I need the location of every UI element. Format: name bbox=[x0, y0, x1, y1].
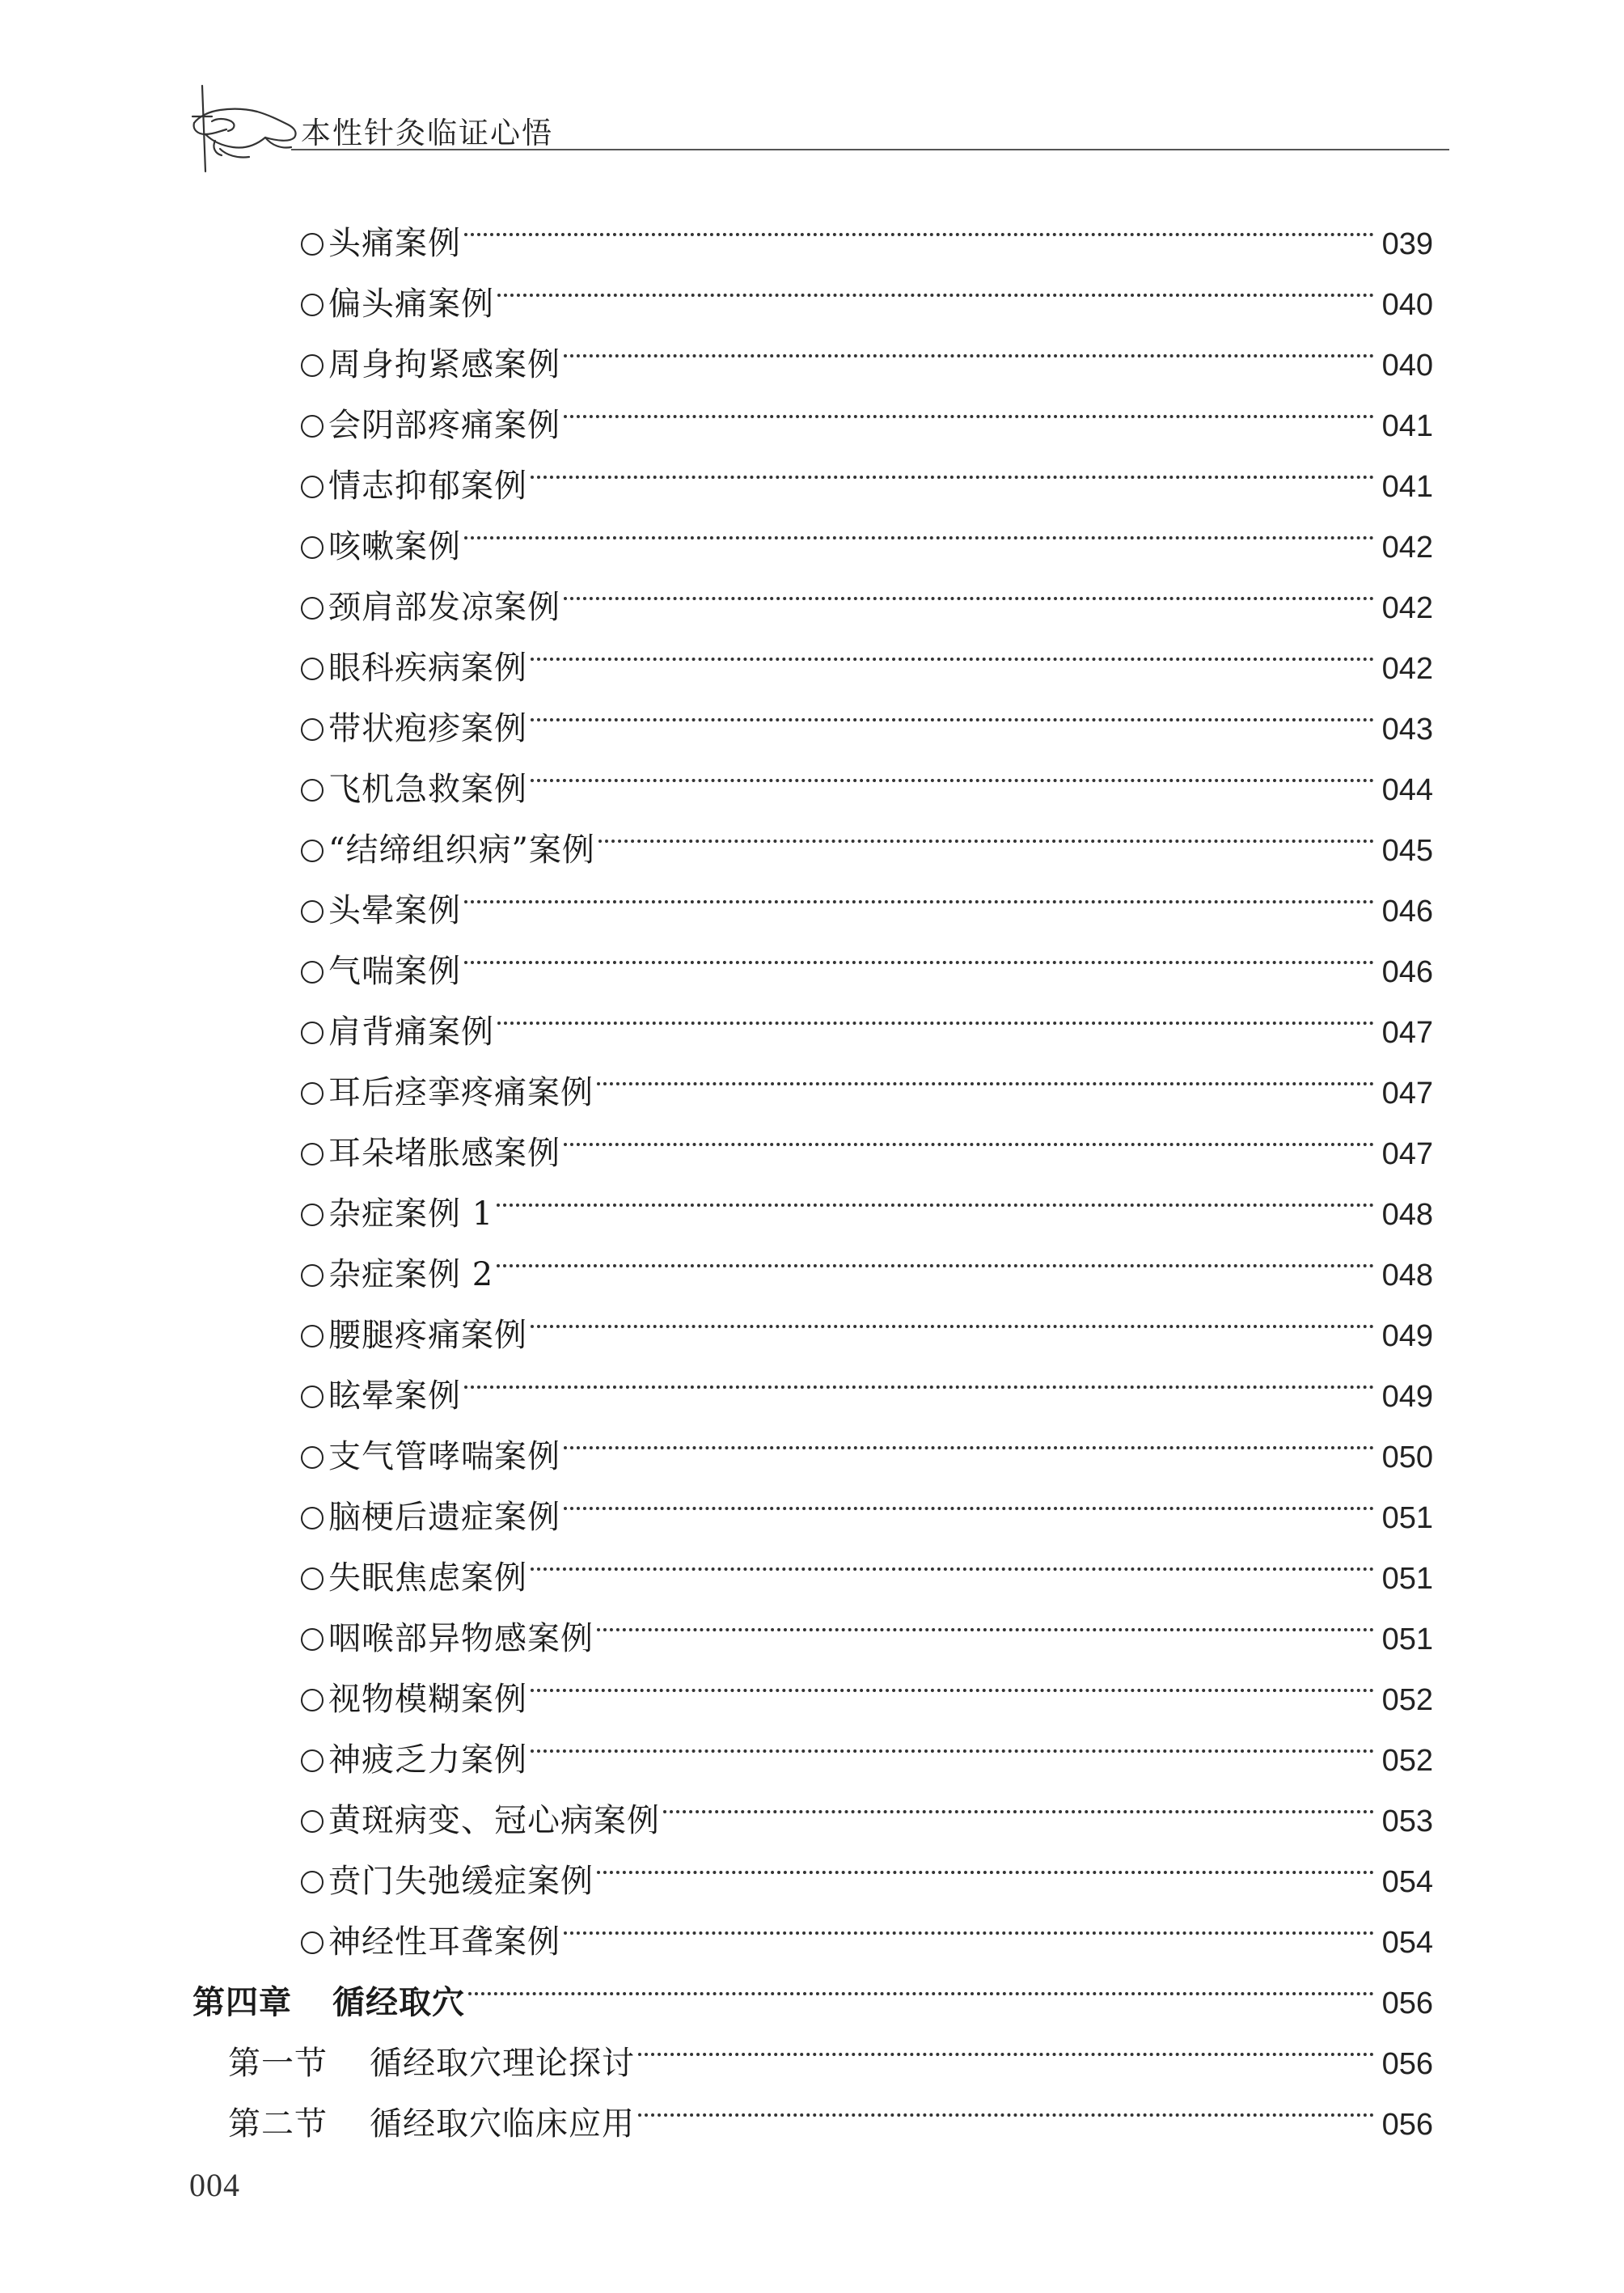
circle-bullet-icon bbox=[301, 233, 324, 256]
toc-entry-title: 会阴部疼痛案例 bbox=[328, 407, 560, 444]
section-label: 第二节 bbox=[228, 2105, 328, 2143]
circle-bullet-icon bbox=[301, 718, 324, 741]
toc-entry-title: 咳嗽案例 bbox=[328, 528, 461, 565]
toc-entry[interactable] bbox=[301, 1419, 1433, 1475]
toc-page-number: 040 bbox=[1381, 288, 1433, 322]
toc-entry-title: 脑梗后遗症案例 bbox=[328, 1499, 560, 1536]
toc-entry-title: 腰腿疼痛案例 bbox=[328, 1317, 527, 1354]
circle-bullet-icon bbox=[301, 476, 324, 498]
toc-page-number: 049 bbox=[1381, 1319, 1433, 1353]
toc-entry-title: 支气管哮喘案例 bbox=[328, 1438, 560, 1475]
toc-entry-title: 头晕案例 bbox=[328, 892, 461, 929]
dot-leader bbox=[531, 691, 1374, 739]
toc-page-number: 043 bbox=[1381, 713, 1433, 747]
dot-leader bbox=[468, 1965, 1374, 2013]
circle-bullet-icon bbox=[301, 1082, 324, 1105]
toc-entry-title: 情志抑郁案例 bbox=[328, 467, 527, 505]
circle-bullet-icon bbox=[301, 1871, 324, 1893]
toc-entry-title: 眼科疾病案例 bbox=[328, 649, 527, 687]
toc-entry-title: 颈肩部发凉案例 bbox=[328, 589, 560, 626]
dot-leader bbox=[464, 205, 1374, 254]
dot-leader bbox=[564, 1419, 1374, 1467]
dot-leader bbox=[497, 994, 1374, 1043]
dot-leader bbox=[531, 1297, 1374, 1346]
toc-entry[interactable] bbox=[301, 327, 1433, 383]
toc-section[interactable] bbox=[228, 2025, 1433, 2082]
circle-bullet-icon bbox=[301, 415, 324, 438]
circle-bullet-icon bbox=[301, 900, 324, 923]
toc-entry-title: 眩晕案例 bbox=[328, 1377, 461, 1415]
circle-bullet-icon bbox=[301, 1628, 324, 1651]
dot-leader bbox=[531, 1661, 1374, 1710]
toc-page-number: 051 bbox=[1381, 1562, 1433, 1596]
toc-chapter[interactable] bbox=[192, 1965, 1433, 2021]
toc-entry-title: 失眠焦虑案例 bbox=[328, 1559, 527, 1597]
toc-entry-title: 带状疱疹案例 bbox=[328, 710, 527, 747]
circle-bullet-icon bbox=[301, 961, 324, 984]
toc-entry[interactable] bbox=[301, 1783, 1433, 1839]
circle-bullet-icon bbox=[301, 1022, 324, 1044]
toc-entry[interactable] bbox=[301, 1661, 1433, 1718]
toc-page-number: 040 bbox=[1381, 349, 1433, 383]
dot-leader bbox=[638, 2025, 1374, 2074]
dot-leader bbox=[597, 1055, 1374, 1103]
toc-page-number: 050 bbox=[1381, 1441, 1433, 1474]
dot-leader bbox=[531, 751, 1374, 800]
dot-leader bbox=[531, 448, 1374, 497]
toc-entry-title: 杂症案例 1 bbox=[328, 1195, 494, 1233]
toc-entry-title: 气喘案例 bbox=[328, 953, 461, 990]
toc-page-number: 047 bbox=[1381, 1016, 1433, 1050]
book-title: 本性针灸临证心悟 bbox=[301, 116, 553, 150]
toc-entry-title: 耳后痉挛疼痛案例 bbox=[328, 1074, 594, 1111]
toc-entry[interactable] bbox=[301, 751, 1433, 808]
dot-leader bbox=[564, 327, 1374, 375]
toc-entry-title: 周身拘紧感案例 bbox=[328, 346, 560, 383]
toc-entry[interactable] bbox=[301, 1055, 1433, 1111]
dot-leader bbox=[464, 933, 1374, 982]
circle-bullet-icon bbox=[301, 597, 324, 620]
toc-entry-title: 视物模糊案例 bbox=[328, 1681, 527, 1718]
dot-leader bbox=[597, 1843, 1374, 1892]
toc-page-number: 048 bbox=[1381, 1198, 1433, 1232]
toc-page-number: 053 bbox=[1381, 1804, 1433, 1838]
toc-page-number: 048 bbox=[1381, 1259, 1433, 1292]
running-header bbox=[188, 78, 1449, 159]
toc-entry[interactable] bbox=[301, 509, 1433, 565]
toc-entry[interactable] bbox=[301, 569, 1433, 626]
toc-page-number: 056 bbox=[1381, 1986, 1433, 2020]
circle-bullet-icon bbox=[301, 1446, 324, 1469]
dot-leader bbox=[663, 1783, 1374, 1831]
toc-entry-title: 神疲乏力案例 bbox=[328, 1741, 527, 1779]
toc-entry-title: 黄斑病变、冠心病案例 bbox=[328, 1802, 660, 1839]
toc-entry[interactable] bbox=[301, 1904, 1433, 1961]
dot-leader bbox=[497, 266, 1374, 315]
toc-page-number: 054 bbox=[1381, 1865, 1433, 1899]
toc-page-number: 046 bbox=[1381, 895, 1433, 929]
dot-leader bbox=[531, 1722, 1374, 1771]
dot-leader bbox=[497, 1237, 1373, 1285]
chapter-label: 第四章 bbox=[192, 1983, 292, 2021]
circle-bullet-icon bbox=[301, 779, 324, 802]
toc-entry[interactable] bbox=[301, 387, 1433, 444]
toc-entry-title: 耳朵堵胀感案例 bbox=[328, 1135, 560, 1172]
toc-entry-title: 飞机急救案例 bbox=[328, 771, 527, 808]
toc-entry[interactable] bbox=[301, 1297, 1433, 1354]
toc-page-number: 047 bbox=[1381, 1137, 1433, 1171]
toc-section[interactable] bbox=[228, 2086, 1433, 2143]
toc-page-number: 042 bbox=[1381, 591, 1433, 625]
toc-page-number: 056 bbox=[1381, 2108, 1433, 2142]
toc-page-number: 042 bbox=[1381, 531, 1433, 565]
circle-bullet-icon bbox=[301, 840, 324, 862]
toc-entry-title: 咽喉部异物感案例 bbox=[328, 1620, 594, 1657]
circle-bullet-icon bbox=[301, 536, 324, 559]
dot-leader bbox=[638, 2086, 1374, 2134]
circle-bullet-icon bbox=[301, 658, 324, 680]
toc-page-number: 044 bbox=[1381, 773, 1433, 807]
circle-bullet-icon bbox=[301, 1143, 324, 1166]
dot-leader bbox=[464, 509, 1374, 557]
circle-bullet-icon bbox=[301, 1749, 324, 1772]
toc-page-number: 051 bbox=[1381, 1501, 1433, 1535]
dot-leader bbox=[564, 1479, 1374, 1528]
toc-entry[interactable] bbox=[301, 1176, 1433, 1233]
toc-entry-title: “结缔组织病”案例 bbox=[328, 831, 595, 869]
toc-entry-title: 贲门失弛缓症案例 bbox=[328, 1863, 594, 1900]
toc-entry[interactable] bbox=[301, 205, 1433, 262]
circle-bullet-icon bbox=[301, 1931, 324, 1954]
toc-entry[interactable] bbox=[301, 1843, 1433, 1900]
toc-entry-title: 偏头痛案例 bbox=[328, 286, 494, 323]
circle-bullet-icon bbox=[301, 1689, 324, 1711]
toc-entry-title: 肩背痛案例 bbox=[328, 1013, 494, 1051]
toc-entry[interactable] bbox=[301, 266, 1433, 323]
header-divider bbox=[291, 149, 1449, 150]
toc-entry[interactable] bbox=[301, 1722, 1433, 1779]
toc-entry-title: 循经取穴 bbox=[332, 1983, 465, 2021]
dot-leader bbox=[564, 1904, 1374, 1952]
dot-leader bbox=[531, 1540, 1374, 1589]
circle-bullet-icon bbox=[301, 1810, 324, 1833]
toc-entry-title: 杂症案例 2 bbox=[328, 1256, 494, 1293]
circle-bullet-icon bbox=[301, 1264, 324, 1287]
toc-entry-title: 循经取穴理论探讨 bbox=[370, 2045, 635, 2082]
toc-entry[interactable] bbox=[301, 448, 1433, 505]
toc-entry[interactable] bbox=[301, 1115, 1433, 1172]
dot-leader bbox=[497, 1176, 1373, 1225]
page-number: 004 bbox=[189, 2167, 240, 2203]
toc-entry[interactable] bbox=[301, 630, 1433, 687]
toc-entry[interactable] bbox=[301, 933, 1433, 990]
toc-page-number: 041 bbox=[1381, 409, 1433, 443]
toc-entry-title: 循经取穴临床应用 bbox=[370, 2105, 635, 2143]
dot-leader bbox=[598, 812, 1374, 861]
circle-bullet-icon bbox=[301, 354, 324, 377]
dot-leader bbox=[464, 1358, 1374, 1407]
circle-bullet-icon bbox=[301, 1386, 324, 1408]
toc-entry[interactable] bbox=[301, 691, 1433, 747]
toc-entry-title: 头痛案例 bbox=[328, 225, 461, 262]
dot-leader bbox=[464, 873, 1374, 921]
toc-entry[interactable] bbox=[301, 1358, 1433, 1415]
toc-page-number: 052 bbox=[1381, 1683, 1433, 1717]
dot-leader bbox=[564, 569, 1374, 618]
toc-page-number: 056 bbox=[1381, 2047, 1433, 2081]
acupuncture-hand-needle-icon bbox=[188, 84, 301, 173]
toc-page-number: 045 bbox=[1381, 834, 1433, 868]
dot-leader bbox=[531, 630, 1374, 679]
toc-page-number: 052 bbox=[1381, 1744, 1433, 1778]
circle-bullet-icon bbox=[301, 294, 324, 316]
toc-entry[interactable] bbox=[301, 812, 1433, 869]
toc-entry[interactable] bbox=[301, 1237, 1433, 1293]
toc-entry[interactable] bbox=[301, 1540, 1433, 1597]
toc-page-number: 049 bbox=[1381, 1380, 1433, 1414]
circle-bullet-icon bbox=[301, 1204, 324, 1226]
dot-leader bbox=[597, 1601, 1374, 1649]
toc-page-number: 047 bbox=[1381, 1077, 1433, 1111]
circle-bullet-icon bbox=[301, 1507, 324, 1529]
toc-entry-title: 神经性耳聋案例 bbox=[328, 1923, 560, 1961]
toc-page-number: 041 bbox=[1381, 470, 1433, 504]
toc-entry[interactable] bbox=[301, 1479, 1433, 1536]
circle-bullet-icon bbox=[301, 1325, 324, 1347]
dot-leader bbox=[564, 1115, 1374, 1164]
dot-leader bbox=[564, 387, 1374, 436]
toc-entry[interactable] bbox=[301, 1601, 1433, 1657]
circle-bullet-icon bbox=[301, 1567, 324, 1590]
toc-entry[interactable] bbox=[301, 994, 1433, 1051]
toc-page-number: 051 bbox=[1381, 1622, 1433, 1656]
toc-page-number: 054 bbox=[1381, 1926, 1433, 1960]
toc-page-number: 039 bbox=[1381, 227, 1433, 261]
toc-entry[interactable] bbox=[301, 873, 1433, 929]
toc-page-number: 046 bbox=[1381, 955, 1433, 989]
section-label: 第一节 bbox=[228, 2045, 328, 2082]
toc-page-number: 042 bbox=[1381, 652, 1433, 686]
